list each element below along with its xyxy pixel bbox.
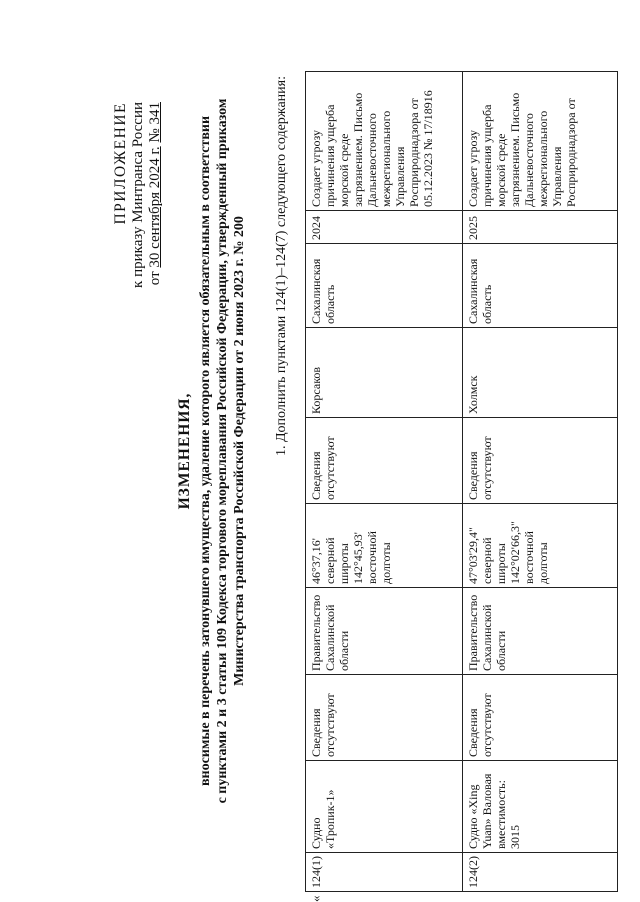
cell-info-2: Сведения отсутствуют: [463, 418, 618, 504]
cell-coordinates: 46°37,16' северной широты 142°45,93' восточной долготы: [306, 504, 463, 588]
cell-year: 2025: [463, 211, 618, 244]
cell-region: Сахалинская область: [463, 244, 618, 328]
heading-line-3: Министерства транспорта Российской Федерации от 2 июня 2023 г. № 200: [232, 216, 247, 686]
appendix-date: 30 сентября 2024 г.: [147, 146, 163, 268]
table-row: [306, 72, 463, 892]
cell-info-2: Сведения отсутствуют: [306, 418, 463, 504]
cell-note: Создает угрозу причинения ущерба морской среде загрязнением. Письмо Дальневосточного межрегионального Управления Росприроднадзора от 05.12.2023 № 17/18916: [306, 72, 463, 211]
document-title: ИЗМЕНЕНИЯ,: [176, 392, 193, 510]
cell-note: Создает угрозу причинения ущерба морской среде загрязнением. Письмо Дальневосточного межрегионального Управления Росприроднадзора от: [463, 72, 618, 211]
cell-vessel-name: Судно «Xing Yuan» Валовая вместимость: 3015: [463, 761, 618, 853]
cell-vessel-name: Судно «Тропик-1»: [306, 761, 463, 853]
cell-port: Холмск: [463, 328, 618, 418]
cell-port: Корсаков: [306, 328, 463, 418]
appendix-date-prefix: от: [147, 267, 163, 286]
sunken-property-table: [305, 71, 618, 892]
table-row: [463, 72, 618, 892]
cell-info: Сведения отсутствуют: [463, 675, 618, 761]
cell-info: Сведения отсутствуют: [306, 675, 463, 761]
cell-year: 2024: [306, 211, 463, 244]
cell-region: Сахалинская область: [306, 244, 463, 328]
cell-owner: Правительство Сахалинской области: [463, 588, 618, 675]
appendix-date-line: [147, 102, 164, 902]
heading-line-1: вносимые в перечень затонувшего имущества, удаление которого является обязательным в соответствии: [198, 115, 213, 787]
cell-coordinates: 47°03'29,4" северной широты 142°02'66,3" восточной долготы: [463, 504, 618, 588]
cell-number: 124(2): [463, 853, 618, 892]
opening-quote: «: [308, 895, 323, 902]
intro-paragraph: 1. Дополнить пунктами 124(1)–124(7) следующего содержания:: [274, 76, 289, 456]
appendix-order-line: к приказу Минтранса России: [130, 102, 146, 288]
cell-owner: Правительство Сахалинской области: [306, 588, 463, 675]
appendix-number: № 341: [147, 102, 163, 143]
heading-line-2: с пунктами 2 и 3 статьи 109 Кодекса торгового мореплавания Российской Федерации, утвержденный приказом: [215, 98, 230, 804]
cell-number: 124(1): [306, 853, 463, 892]
appendix-title: ПРИЛОЖЕНИЕ: [112, 102, 129, 225]
